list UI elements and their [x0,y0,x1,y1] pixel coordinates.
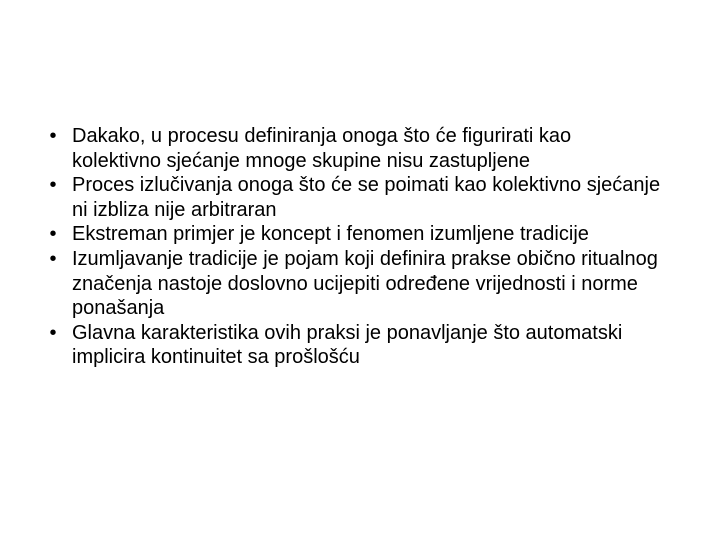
bullet-item [44,321,664,370]
bullet-text: Proces izlučivanja onoga što će se poimati kao kolektivno sjećanje ni izbliza nije arbitraran [72,174,661,221]
bullet-dot-icon: • [49,125,57,147]
bullet-dot-icon: • [49,321,57,344]
bullet-item [44,173,664,222]
bullet-text: Dakako, u procesu definiranja onoga što će figurirati kao kolektivno sjećanje mnoge skupine nisu zastupljene [72,125,572,172]
bullet-dot-icon: • [49,247,57,270]
bullet-list [44,124,664,370]
bullet-dot-icon: • [49,223,57,246]
bullet-text: Izumljavanje tradicije je pojam koji definira prakse obično ritualnog značenja nastoje doslovno ucijepiti određene vrijednosti i norme ponašanja [72,247,658,320]
bullet-item [44,247,664,321]
bullet-item [44,124,664,173]
bullet-text: Glavna karakteristika ovih praksi je ponavljanje što automatski implicira kontinuitet sa prošlošću [72,321,623,369]
bullet-item [44,222,664,247]
bullet-dot-icon: • [49,174,57,197]
bullet-text: Ekstreman primjer je koncept i fenomen izumljene tradicije [72,223,589,246]
